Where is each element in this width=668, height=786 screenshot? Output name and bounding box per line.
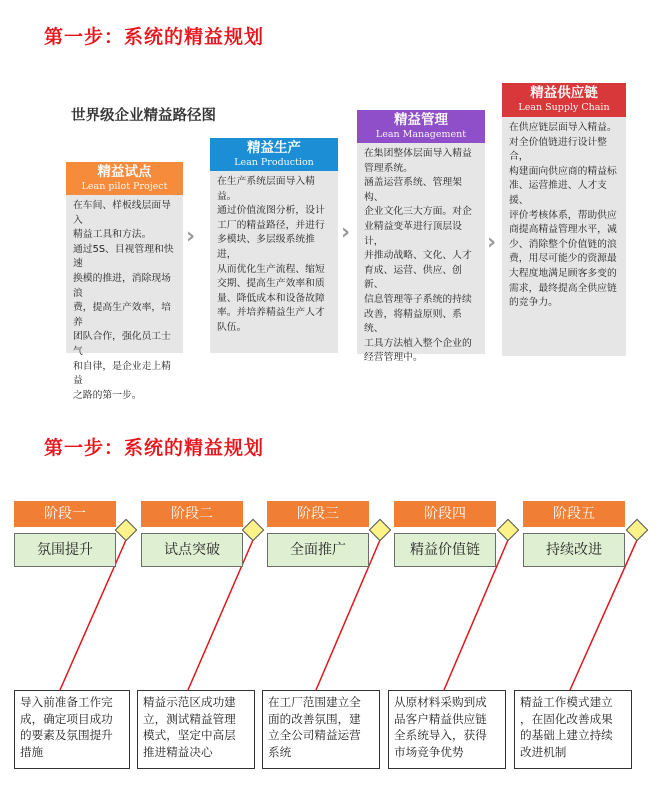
card-lean-management-title: 精益管理 bbox=[394, 112, 448, 128]
card-lean-management-text: 在集团整体层面导入精益 管理系统。 涵盖运营系统、管理架构、 企业文化三大方面。对企 业精益变革进行顶层设计， 并推动战略、文化、人才 育成、运营、供应、创新、 信息管理等子系统的持续 改善，将精益原则、系统、 工具方法植入整个企业的 经营管理中。 bbox=[364, 148, 472, 364]
stage-3-desc bbox=[262, 690, 380, 769]
chevron-right-icon: › bbox=[341, 220, 351, 245]
stage-4-phase: 阶段四 bbox=[394, 501, 496, 527]
stage-1-name: 氛围提升 bbox=[14, 533, 116, 567]
path-subtitle: 世界级企业精益路径图 bbox=[71, 108, 216, 124]
stage-5-phase: 阶段五 bbox=[523, 501, 625, 527]
stage-1-desc-text: 导入前准备工作完 成，确定项目成功 的要素及氛围提升 措施 bbox=[20, 695, 113, 759]
card-lean-supply-chain-title: 精益供应链 bbox=[530, 85, 598, 101]
card-lean-production-subtitle: Lean Production bbox=[234, 157, 314, 168]
chevron-right-icon: › bbox=[186, 224, 196, 249]
stage-1-desc bbox=[14, 690, 130, 769]
chevron-right-icon: › bbox=[487, 230, 497, 255]
stage-2-name: 试点突破 bbox=[141, 533, 243, 567]
stage-3-phase: 阶段三 bbox=[267, 501, 369, 527]
card-lean-supply-chain-subtitle: Lean Supply Chain bbox=[518, 102, 610, 113]
card-lean-pilot-subtitle: Lean pilot Project bbox=[81, 181, 168, 192]
bottom-heading: 第一步：系统的精益规划 bbox=[44, 437, 265, 459]
stage-5-desc bbox=[514, 690, 632, 769]
stage-3-name: 全面推广 bbox=[267, 533, 369, 567]
card-lean-supply-chain-text: 在供应链层面导入精益。 对全价值链进行设计整合， 构建面向供应商的精益标 准、运营推进、人才支援、 评价考核体系，帮助供应 商提高精益管理水平，减 少、消除整个价值链的浪 费，用尽可能少的资源最 大程度地满足顾客多变的 需求，最终提高全供应链 的竞争力。 bbox=[509, 122, 617, 309]
stage-2-desc bbox=[137, 690, 255, 769]
card-lean-management-subtitle: Lean Management bbox=[375, 129, 467, 140]
card-lean-production-title: 精益生产 bbox=[247, 140, 301, 156]
stage-1-phase: 阶段一 bbox=[14, 501, 116, 527]
stage-3-desc-text: 在工厂范围建立全 面的改善氛围，建 立全公司精益运营 系统 bbox=[268, 695, 361, 759]
card-lean-pilot-text: 在车间、样板线层面导入 精益工具和方法。 通过5S、目视管理和快速 换模的推进，消除现场浪 费，提高生产效率，培养 团队合作，强化员工士气 和自律，是企业走上精益 之路的第一步。 bbox=[73, 200, 174, 401]
top-heading: 第一步：系统的精益规划 bbox=[44, 26, 265, 48]
stage-4-name: 精益价值链 bbox=[394, 533, 496, 567]
stage-4-desc bbox=[388, 690, 506, 769]
stage-4-desc-text: 从原材料采购到成 品客户精益供应链 全系统导入，获得 市场竞争优势 bbox=[394, 695, 487, 759]
card-lean-production-text: 在生产系统层面导入精益。 通过价值流图分析，设计 工厂的精益路径，并进行 多模块、多层级系统推进， 从而优化生产流程、缩短 交期、提高生产效率和质 量、降低成本和设备故障 率。并培养精益生产人才 队伍。 bbox=[217, 176, 325, 333]
stage-2-phase: 阶段二 bbox=[141, 501, 243, 527]
card-lean-pilot-title: 精益试点 bbox=[97, 164, 152, 180]
stage-5-desc-text: 精益工作模式建立 ，在固化改善成果 的基础上建立持续 改进机制 bbox=[520, 695, 613, 759]
stage-2-desc-text: 精益示范区成功建 立，测试精益管理 模式，坚定中高层 推进精益决心 bbox=[143, 695, 236, 759]
stage-5-name: 持续改进 bbox=[523, 533, 625, 567]
